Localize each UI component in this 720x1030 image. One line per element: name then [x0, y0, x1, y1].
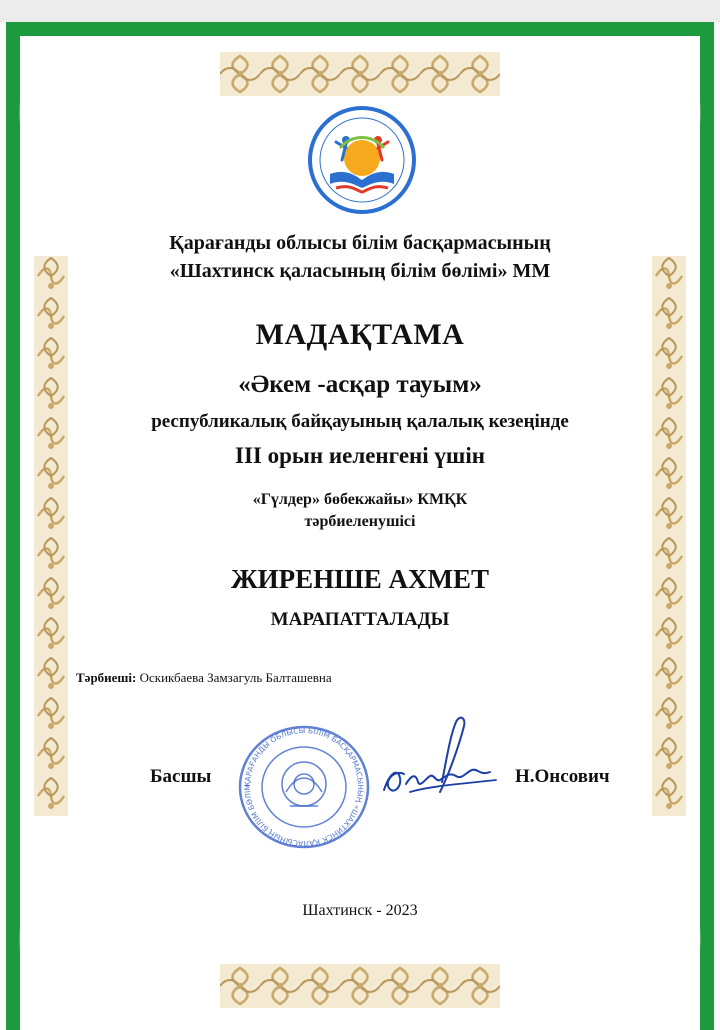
certificate-title: МАДАҚТАМА: [255, 318, 465, 351]
teacher-name: Оскикбаева Замзагуль Балташевна: [139, 670, 332, 685]
kindergarten-line: «Гүлдер» бөбекжайы» КМҚК: [252, 491, 468, 508]
head-label: Басшы: [150, 766, 212, 787]
corner-ornament-top-right: [554, 22, 714, 232]
corner-ornament-top-left: [6, 22, 166, 232]
organization-line-1: Қарағанды облысы білім басқармасының: [169, 232, 551, 254]
teacher-label: Тәрбиешi:: [76, 670, 137, 685]
pupil-line: тәрбиеленушісі: [304, 513, 416, 530]
city-year: Шахтинск - 2023: [302, 902, 418, 919]
corner-ornament-bottom-right: [554, 820, 714, 1030]
place-line: ІІІ орын иеленгені үшін: [235, 443, 485, 468]
signature-icon: [380, 712, 500, 804]
awarded-word: МАРАПАТТАЛАДЫ: [270, 609, 450, 630]
teacher-line: [76, 670, 332, 686]
contest-name: «Әкем -асқар тауым»: [238, 371, 482, 398]
official-seal-icon: [234, 722, 374, 852]
bottom-gold-band: [220, 964, 500, 1008]
organization-line-2: «Шахтинск қаласының білім бөлімі» ММ: [169, 260, 551, 282]
education-logo-icon: [306, 104, 418, 216]
head-name: Н.Онсович: [515, 766, 610, 787]
seal-text: ҚАРАҒАНДЫ ОБЛЫСЫ БІЛІМ БАСҚАРМАСЫНЫҢ «ШАХТИНСК ҚАЛАСЫНЫҢ БІЛІМ БӨЛІМ: [242, 725, 366, 849]
top-strip: [0, 0, 720, 22]
stage-line: республикалық байқауының қалалық кезеңінде: [151, 411, 569, 432]
top-gold-band: [220, 52, 500, 96]
corner-ornament-bottom-left: [6, 820, 166, 1030]
recipient-name: ЖИРЕНШЕ АХМЕТ: [230, 564, 490, 594]
